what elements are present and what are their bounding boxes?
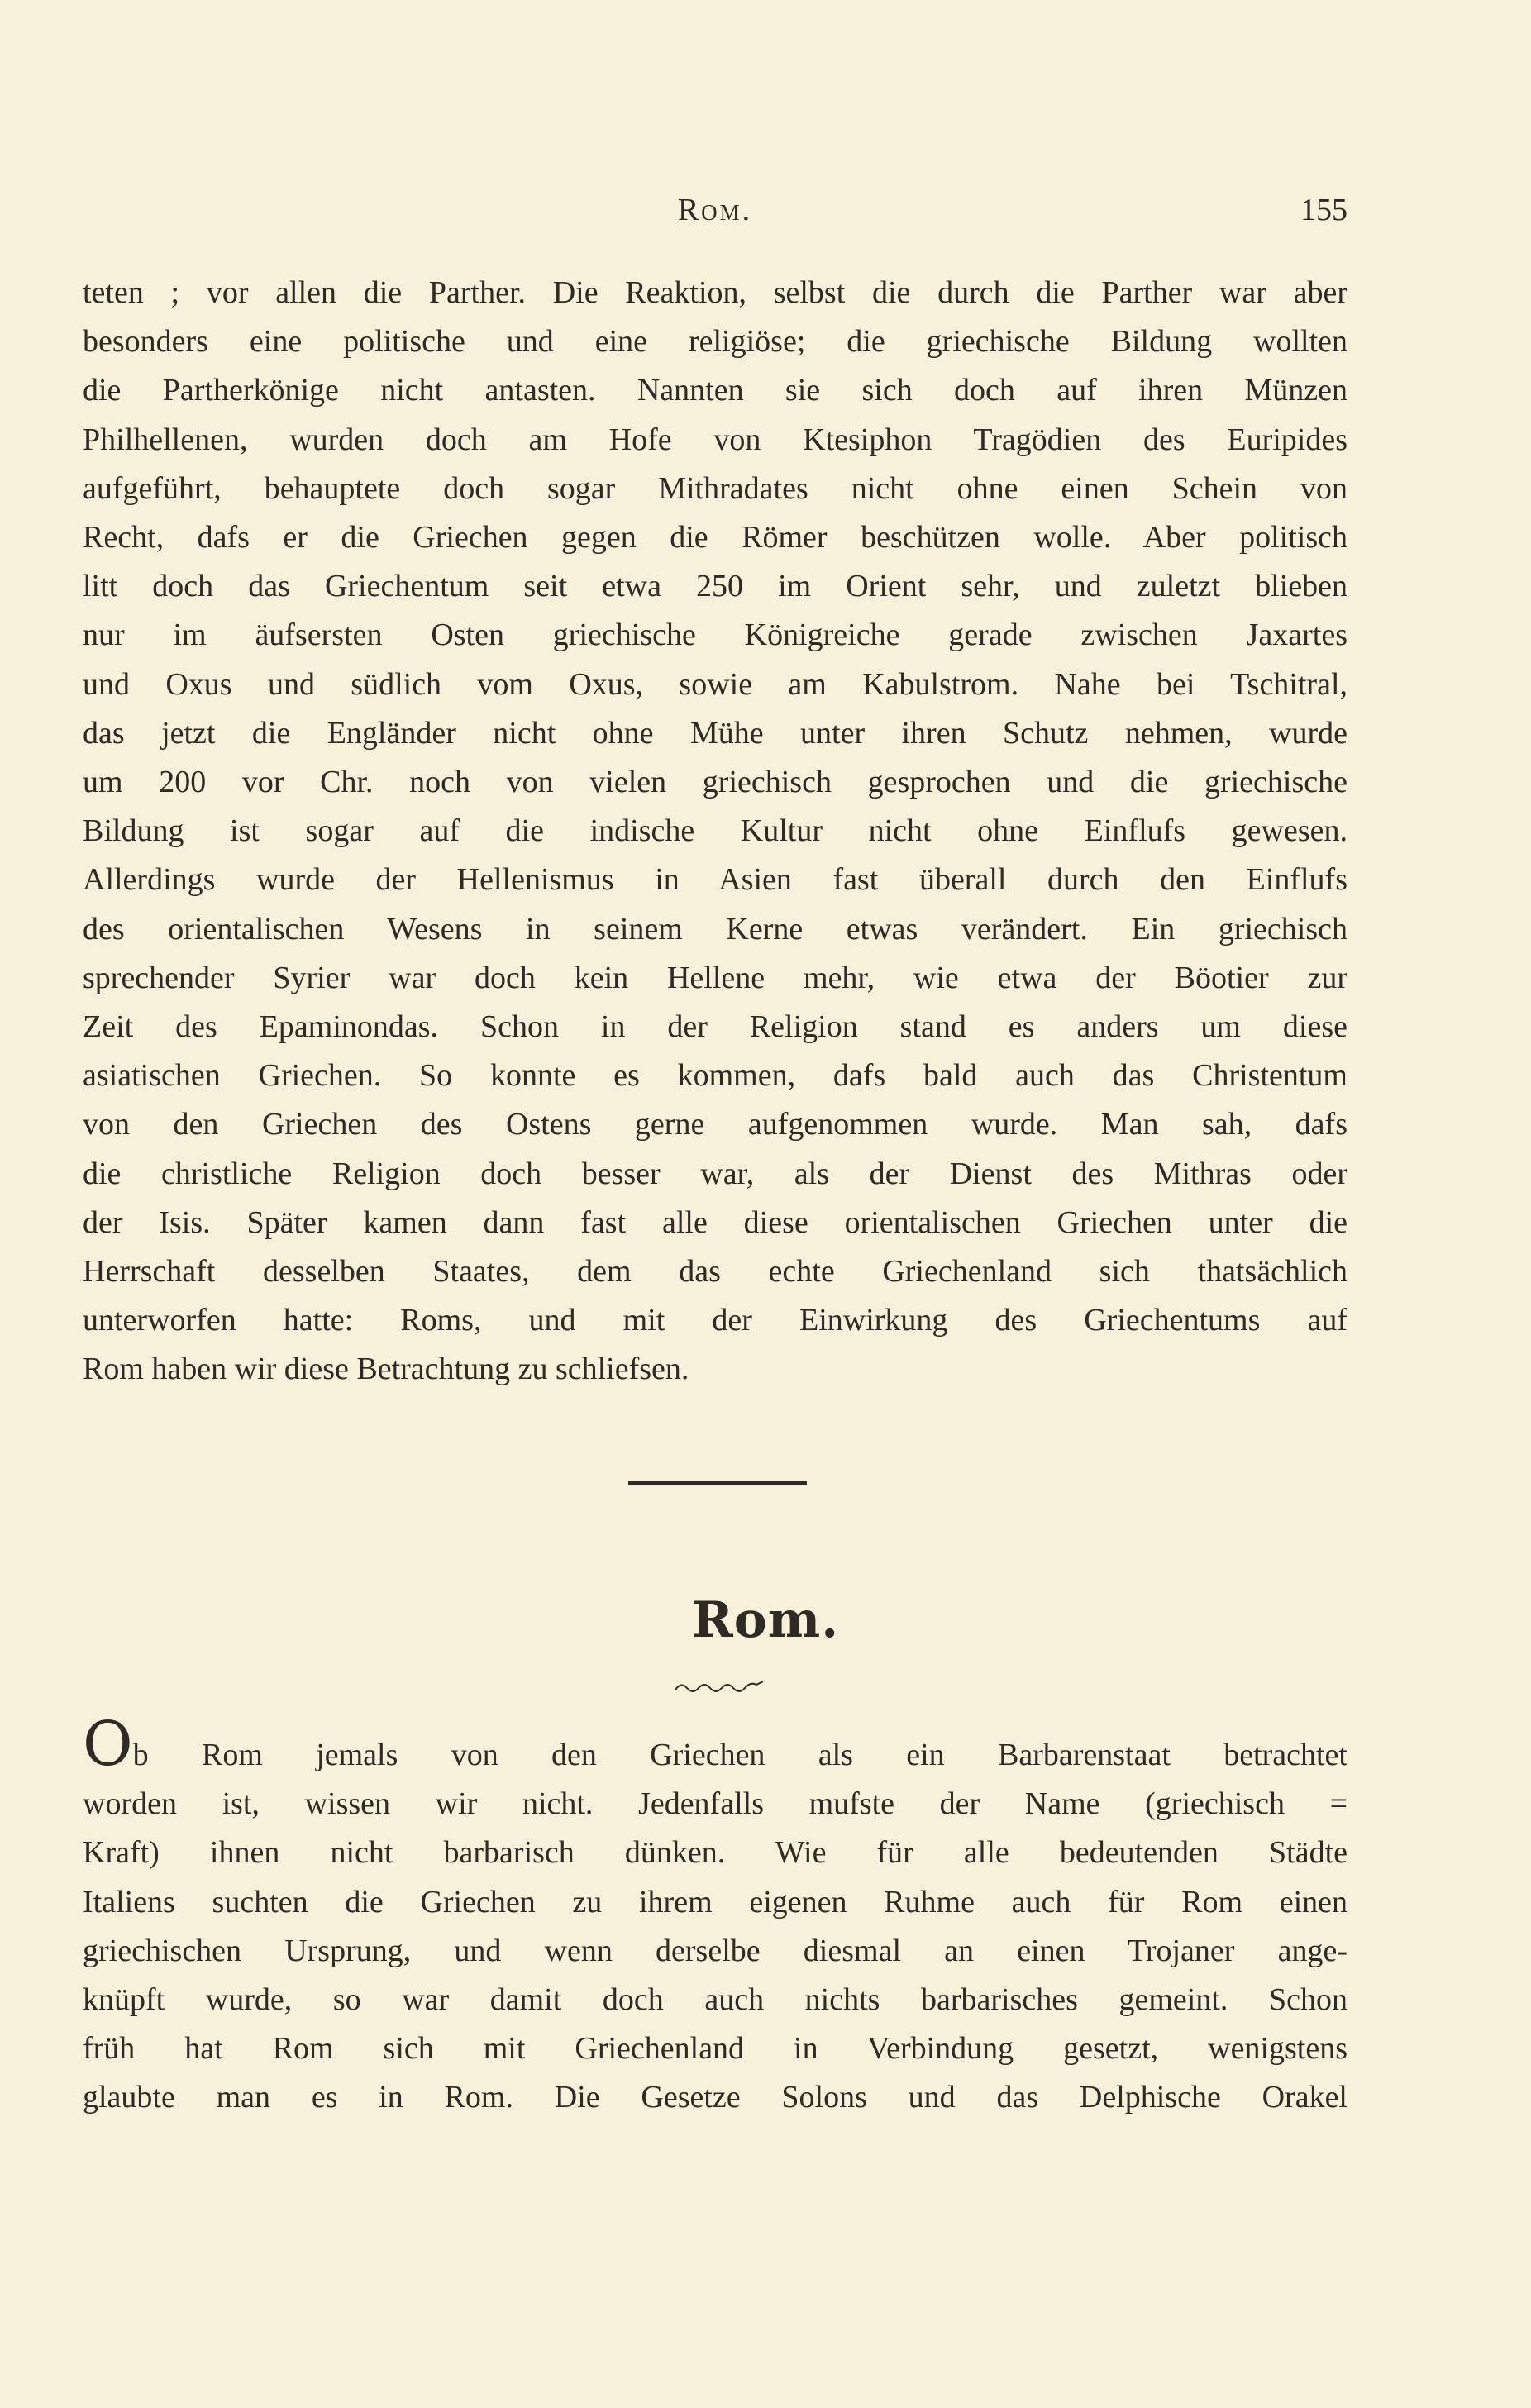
wave-ornament-icon	[674, 1678, 765, 1696]
initial-letter: O	[83, 1709, 133, 1780]
text-line: sprechender Syrier war doch kein Hellene mehr, wie etwa der Böotier zur	[83, 960, 1347, 995]
section-divider	[628, 1481, 807, 1485]
text-line: früh hat Rom sich mit Griechenland in Verbindung gesetzt, wenigstens	[83, 2031, 1347, 2067]
paragraph-rom	[83, 1709, 1347, 2123]
text-line: des orientalischen Wesens in seinem Kerne etwas verändert. Ein griechisch	[83, 911, 1347, 947]
text-line: um 200 vor Chr. noch von vielen griechisch gesprochen und die griechische	[83, 765, 1347, 800]
running-head	[83, 192, 1347, 241]
text-line: das jetzt die Engländer nicht ohne Mühe unter ihren Schutz nehmen, wurde	[83, 715, 1347, 751]
page-number: 155	[1300, 193, 1347, 227]
text-line: und Oxus und südlich vom Oxus, sowie am Kabulstrom. Nahe bei Tschitral,	[83, 666, 1347, 702]
text-line: besonders eine politische und eine religiöse; die griechische Bildung wollten	[83, 324, 1347, 360]
paragraph-continued	[83, 269, 1347, 1395]
text-line: knüpft wurde, so war damit doch auch nichts barbarisches gemeint. Schon	[83, 1982, 1347, 2018]
text-line-first	[83, 1709, 1347, 1780]
text-line: der Isis. Später kamen dann fast alle diese orientalischen Griechen unter die	[83, 1204, 1347, 1240]
text-line: Allerdings wurde der Hellenismus in Asien fast überall durch den Einflufs	[83, 862, 1347, 898]
text-line: Herrschaft desselben Staates, dem das echte Griechenland sich thatsächlich	[83, 1254, 1347, 1290]
text-line: Kraft) ihnen nicht barbarisch dünken. Wie für alle bedeutenden Städte	[83, 1835, 1347, 1871]
running-title: Rom.	[677, 193, 753, 227]
text-line: unterworfen hatte: Roms, und mit der Einwirkung des Griechentums auf	[83, 1303, 1347, 1338]
text-line: die Partherkönige nicht antasten. Nannten sie sich doch auf ihren Münzen	[83, 373, 1347, 408]
text-line: Zeit des Epaminondas. Schon in der Religion stand es anders um diese	[83, 1009, 1347, 1045]
text-line: Italiens suchten die Griechen zu ihrem eigenen Ruhme auch für Rom einen	[83, 1884, 1347, 1919]
text-line: die christliche Religion doch besser war, als der Dienst des Mithras oder	[83, 1156, 1347, 1191]
text-line: Recht, dafs er die Griechen gegen die Römer beschützen wolle. Aber politisch	[83, 520, 1347, 556]
section-title: Rom.	[691, 1591, 840, 1649]
text-line: von den Griechen des Ostens gerne aufgenommen wurde. Man sah, dafs	[83, 1107, 1347, 1142]
text-line: asiatischen Griechen. So konnte es kommen, dafs bald auch das Christentum	[83, 1058, 1347, 1094]
first-line-text: b Rom jemals von den Griechen als ein Barbarenstaat betrachtet	[132, 1738, 1347, 1772]
text-line: Rom haben wir diese Betrachtung zu schliefsen.	[83, 1352, 689, 1387]
text-line: Bildung ist sogar auf die indische Kultur nicht ohne Einflufs gewesen.	[83, 813, 1347, 849]
text-line: glaubte man es in Rom. Die Gesetze Solons und das Delphische Orakel	[83, 2080, 1347, 2115]
text-line: litt doch das Griechentum seit etwa 250 im Orient sehr, und zuletzt blieben	[83, 569, 1347, 604]
text-line: Philhellenen, wurden doch am Hofe von Ktesiphon Tragödien des Euripides	[83, 422, 1347, 457]
text-line: worden ist, wissen wir nicht. Jedenfalls mufste der Name (griechisch =	[83, 1786, 1347, 1822]
text-line: teten ; vor allen die Parther. Die Reaktion, selbst die durch die Parther war aber	[83, 275, 1347, 310]
text-line: nur im äufsersten Osten griechische Königreiche gerade zwischen Jaxartes	[83, 617, 1347, 653]
text-line: griechischen Ursprung, und wenn derselbe diesmal an einen Trojaner ange-	[83, 1933, 1347, 1968]
text-line: aufgeführt, behauptete doch sogar Mithradates nicht ohne einen Schein von	[83, 470, 1347, 506]
